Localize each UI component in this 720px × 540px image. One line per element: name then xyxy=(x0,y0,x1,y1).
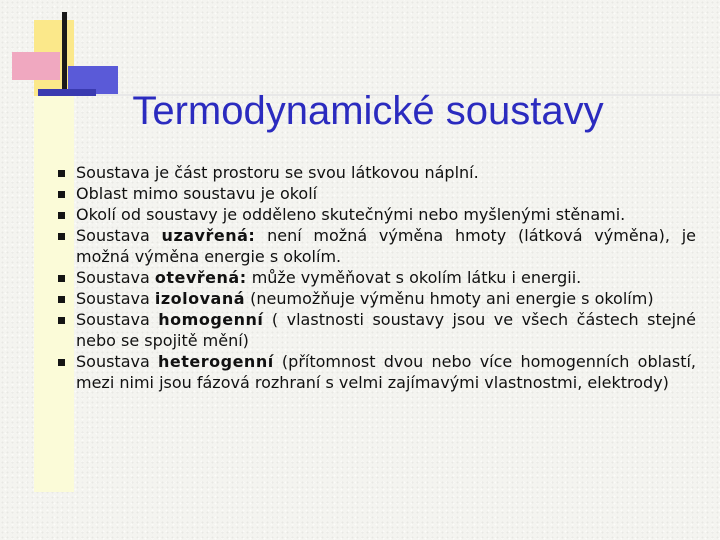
bullet-text: není možná výměna hmoty (látková výměna), je možná výměna energie s okolím. xyxy=(76,226,696,266)
bullet-item xyxy=(56,204,696,225)
bullet-text: Soustava je část prostoru se svou látkovou náplní. xyxy=(76,163,479,182)
bullet-item xyxy=(56,162,696,183)
decor-black-line xyxy=(62,12,67,96)
bullet-term: otevřená: xyxy=(154,268,247,287)
square-bullet-icon xyxy=(58,359,65,366)
bullet-text: ( vlastnosti soustavy jsou ve všech částech stejné nebo se spojitě mění) xyxy=(76,310,697,350)
bullet-term: izolovaná xyxy=(154,289,246,308)
square-bullet-icon xyxy=(58,275,65,282)
bullet-item xyxy=(56,351,696,393)
bullet-text: může vyměňovat s okolím látku i energii. xyxy=(246,268,582,287)
decor-blue-line xyxy=(38,89,96,96)
square-bullet-icon xyxy=(58,191,65,198)
bullet-term: uzavřená: xyxy=(161,226,256,245)
bullet-text: Soustava xyxy=(76,268,155,287)
bullet-text: Soustava xyxy=(76,352,158,371)
decor-pink-block xyxy=(12,52,60,80)
bullet-term: homogenní xyxy=(158,310,264,329)
bullet-item xyxy=(56,183,696,204)
bullet-text: Okolí od soustavy je odděleno skutečnými nebo myšlenými stěnami. xyxy=(76,205,626,224)
square-bullet-icon xyxy=(58,296,65,303)
bullet-text: (neumožňuje výměnu hmoty ani energie s okolím) xyxy=(245,289,654,308)
square-bullet-icon xyxy=(58,233,65,240)
bullet-text: Oblast mimo soustavu je okolí xyxy=(76,184,318,203)
square-bullet-icon xyxy=(58,212,65,219)
bullet-term: heterogenní xyxy=(158,352,274,371)
bullet-item xyxy=(56,267,696,288)
bullet-text: Soustava xyxy=(76,289,155,308)
bullet-list xyxy=(56,162,696,393)
bullet-text: (přítomnost dvou nebo více homogenních oblastí, mezi nimi jsou fázová rozhraní s velmi zajímavými vlastnostmi, elektrody) xyxy=(76,352,697,392)
square-bullet-icon xyxy=(58,170,65,177)
bullet-item xyxy=(56,225,696,267)
bullet-item xyxy=(56,309,696,351)
bullet-item xyxy=(56,288,696,309)
square-bullet-icon xyxy=(58,317,65,324)
slide-title: Termodynamické soustavy xyxy=(132,89,604,133)
bullet-text: Soustava xyxy=(76,226,162,245)
bullet-text: Soustava xyxy=(76,310,159,329)
